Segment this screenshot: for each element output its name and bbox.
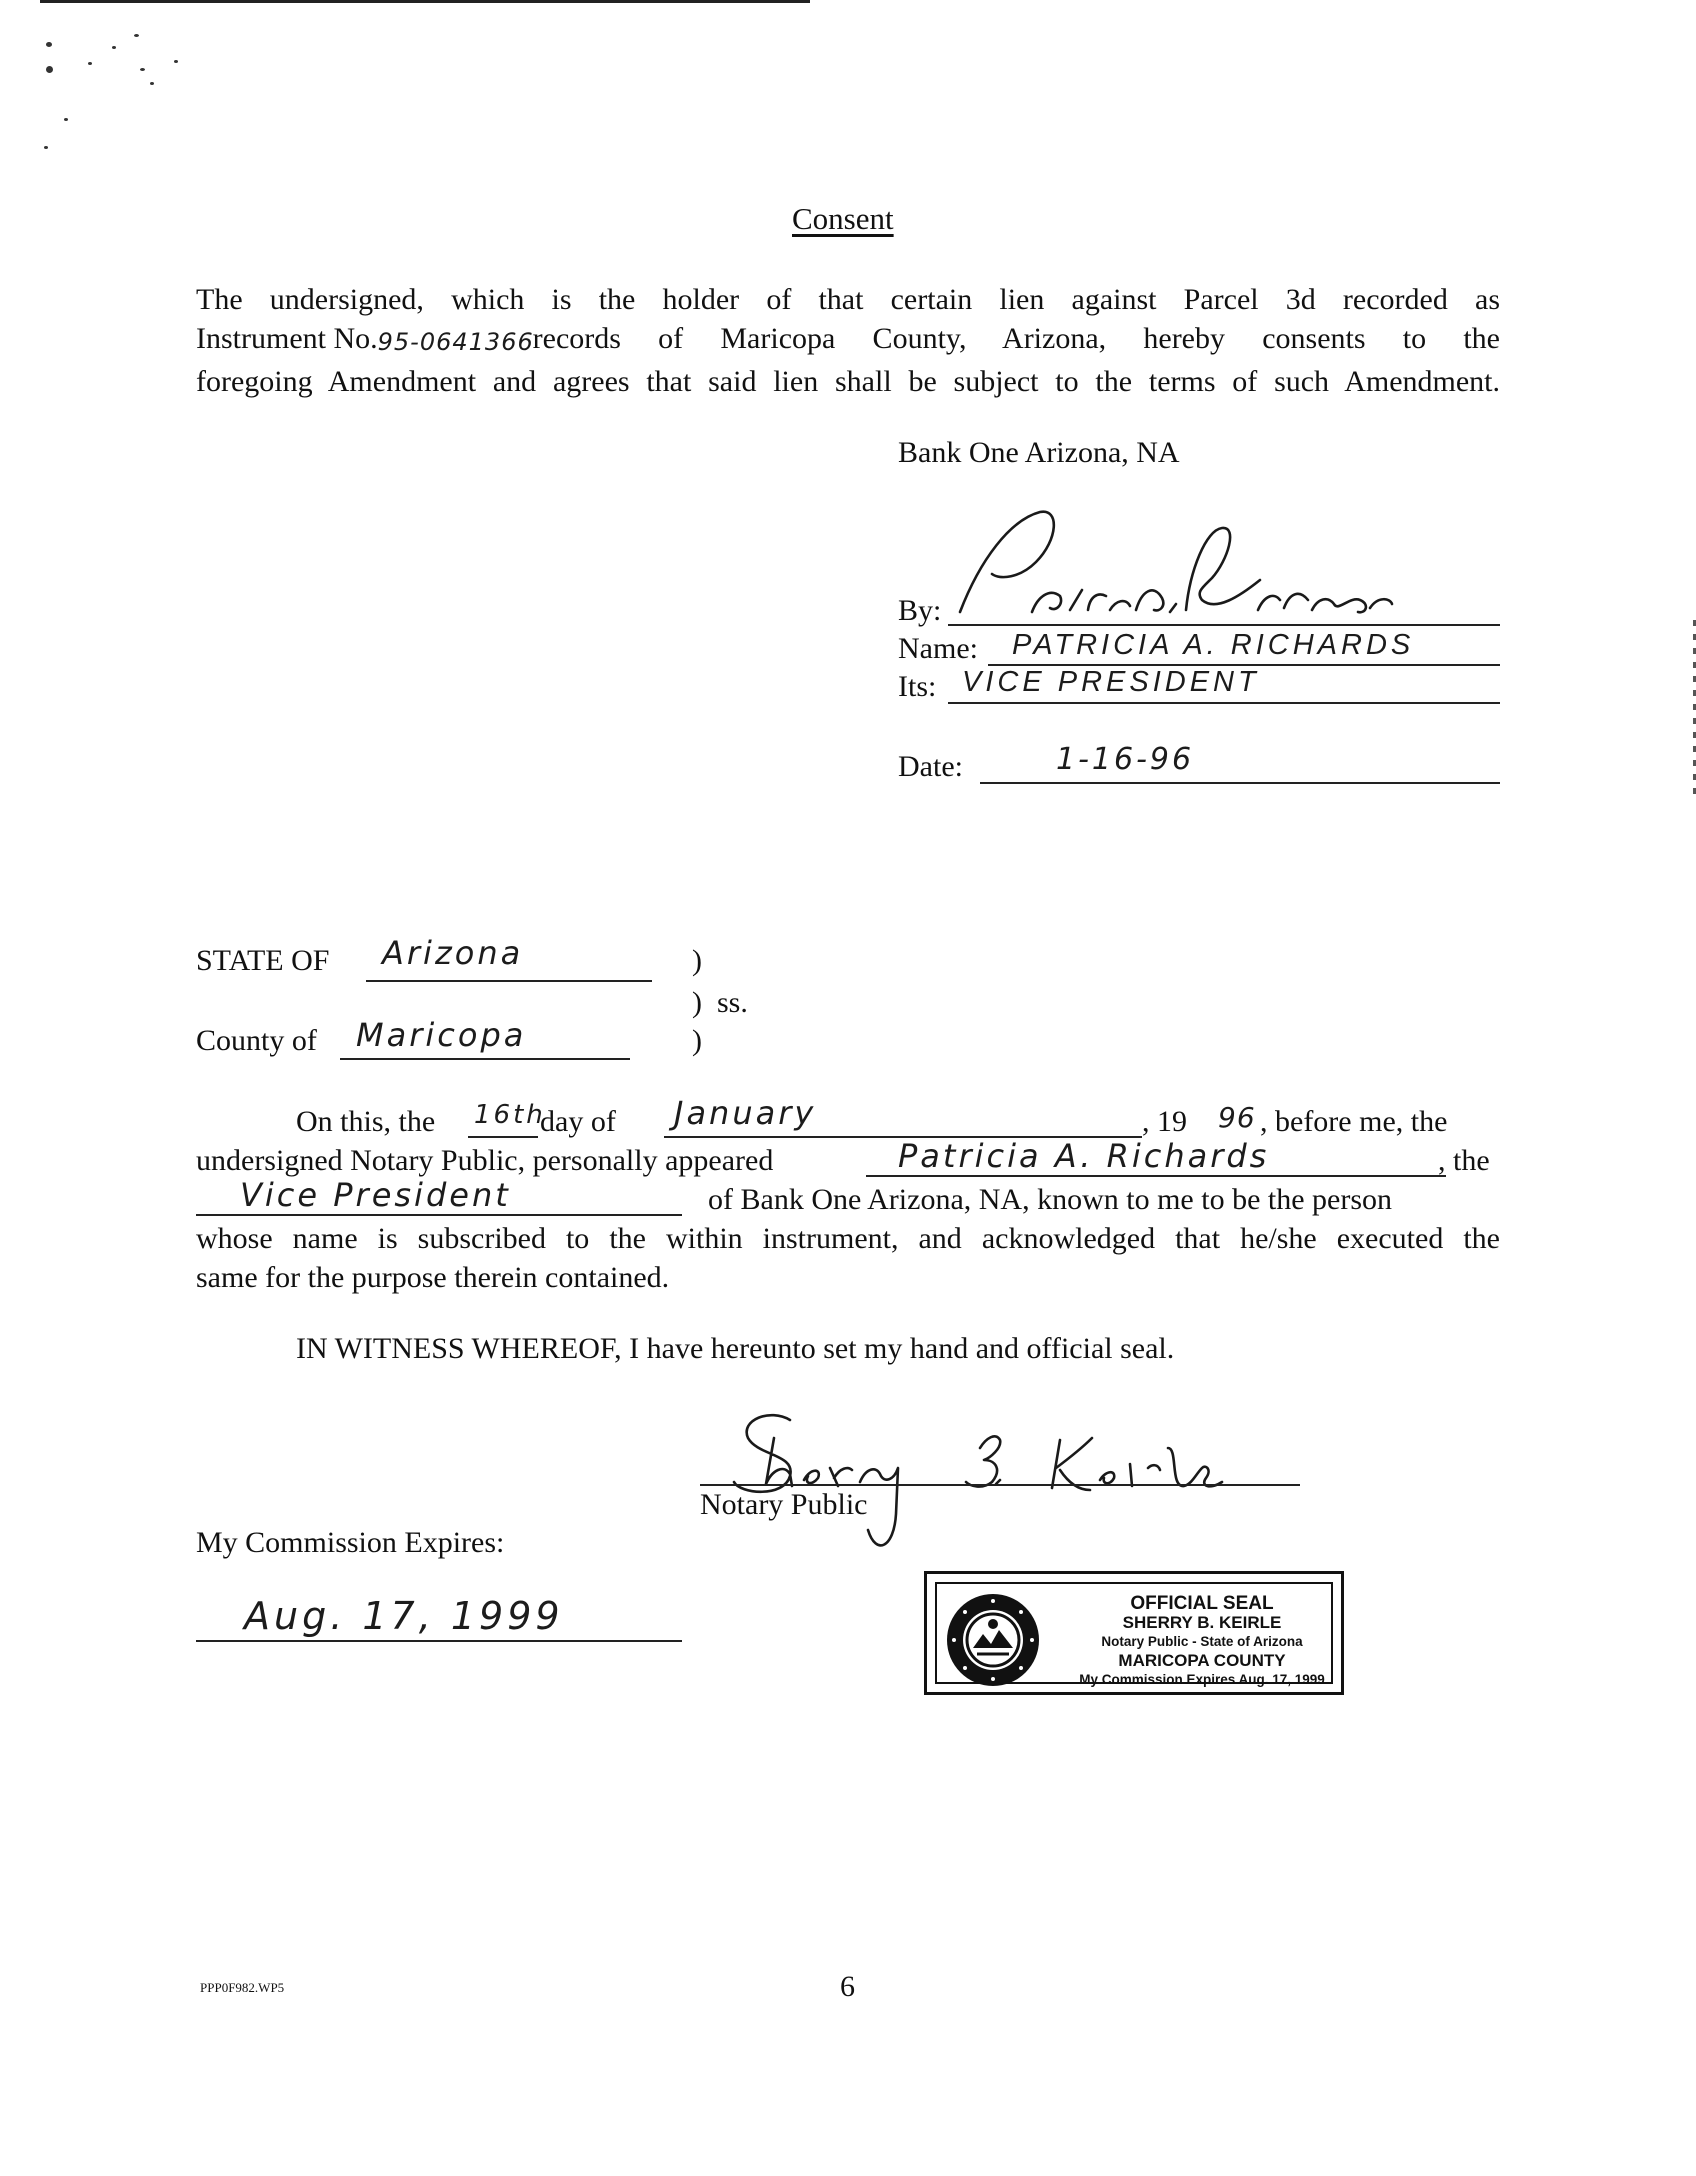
ack-text: undersigned Notary Public, personally appeared xyxy=(196,1144,774,1177)
seal-line: OFFICIAL SEAL xyxy=(1130,1593,1274,1614)
scan-speck xyxy=(174,60,178,63)
venue-bracket: ) xyxy=(692,944,702,977)
commission-date-handwritten: Aug. 17, 1999 xyxy=(244,1594,564,1638)
paragraph-line: The undersigned, which is the holder of that certain lien against Parcel 3d recorded as xyxy=(196,283,1500,316)
scan-speck xyxy=(140,68,145,71)
ack-title-line xyxy=(196,1214,682,1216)
date-line xyxy=(980,782,1500,784)
seal-line: Notary Public - State of Arizona xyxy=(1101,1634,1303,1649)
commission-label: My Commission Expires: xyxy=(196,1526,505,1559)
scan-speck xyxy=(112,46,116,49)
state-value-handwritten: Arizona xyxy=(382,934,524,972)
state-line xyxy=(366,980,652,982)
acknowledgment-line xyxy=(196,1176,1500,1219)
ack-text: , before me, the xyxy=(1260,1105,1448,1138)
scan-speck xyxy=(44,146,48,149)
ack-person-handwritten: Patricia A. Richards xyxy=(898,1137,1270,1175)
ack-text: of Bank One Arizona, NA, known to me to be the person xyxy=(708,1183,1393,1216)
county-label: County of xyxy=(196,1024,317,1057)
paragraph-line xyxy=(196,319,1500,362)
ack-text: day of xyxy=(540,1105,616,1138)
seal-border xyxy=(935,1582,1333,1687)
ack-text: , the xyxy=(1438,1144,1490,1177)
its-label: Its: xyxy=(898,670,937,703)
venue-ss: ) ss. xyxy=(692,986,748,1019)
scan-speck xyxy=(64,118,68,121)
scan-speck xyxy=(134,34,139,37)
paragraph-line: foregoing Amendment and agrees that said lien shall be subject to the terms of such Amendment. xyxy=(196,365,1500,398)
ack-title-handwritten: Vice President xyxy=(240,1176,511,1214)
by-line xyxy=(948,624,1500,626)
ack-text: , 19 xyxy=(1142,1105,1187,1138)
scan-speck xyxy=(46,66,53,73)
name-value-handwritten: PATRICIA A. RICHARDS xyxy=(1012,629,1415,661)
bank-officer-signature xyxy=(940,500,1400,630)
consent-paragraph xyxy=(196,280,1500,401)
instrument-label: Instrument No. xyxy=(196,322,378,355)
scan-edge-artifact xyxy=(40,0,810,3)
document-title: Consent xyxy=(792,201,894,236)
county-value-handwritten: Maricopa xyxy=(356,1016,527,1054)
notary-public-label: Notary Public xyxy=(700,1488,868,1521)
state-label: STATE OF xyxy=(196,944,330,977)
scan-speck xyxy=(46,42,52,47)
notary-signature-line xyxy=(700,1484,1300,1486)
ack-day-line xyxy=(468,1136,538,1138)
ack-person-line xyxy=(866,1175,1446,1177)
venue-bracket: ) xyxy=(692,1024,702,1057)
its-value-handwritten: VICE PRESIDENT xyxy=(962,666,1260,698)
date-label: Date: xyxy=(898,750,963,783)
county-line xyxy=(340,1058,630,1060)
file-code: PPP0F982.WP5 xyxy=(200,1980,285,1995)
witness-statement: IN WITNESS WHEREOF, I have hereunto set my hand and official seal. xyxy=(296,1332,1175,1365)
state-seal-icon xyxy=(943,1590,1043,1690)
notary-signature xyxy=(700,1398,1300,1568)
instrument-number-handwritten: 95-0641366 xyxy=(377,328,534,356)
scan-speck xyxy=(88,62,92,65)
name-label: Name: xyxy=(898,632,978,665)
date-value-handwritten: 1-16-96 xyxy=(1056,742,1195,777)
seal-line: MARICOPA COUNTY xyxy=(1118,1651,1286,1670)
seal-line: SHERRY B. KEIRLE xyxy=(1122,1613,1282,1632)
scan-speck xyxy=(150,82,154,85)
by-label: By: xyxy=(898,594,942,627)
acknowledgment-line: same for the purpose therein contained. xyxy=(196,1261,670,1294)
paragraph-line-continuation: records of Maricopa County, Arizona, hereby consents to the xyxy=(532,322,1500,355)
acknowledgment-line xyxy=(196,1137,1500,1180)
page-number: 6 xyxy=(840,1970,855,2003)
ack-day-handwritten: 16th xyxy=(474,1100,546,1130)
ack-text: On this, the xyxy=(296,1105,436,1138)
acknowledgment-line xyxy=(196,1094,1500,1141)
official-seal-stamp xyxy=(924,1571,1344,1695)
seal-text xyxy=(1067,1594,1337,1689)
its-line xyxy=(948,702,1500,704)
ack-month-handwritten: January xyxy=(674,1094,817,1132)
commission-line xyxy=(196,1640,682,1642)
bank-name: Bank One Arizona, NA xyxy=(898,436,1180,469)
seal-line: My Commission Expires Aug. 17, 1999 xyxy=(1079,1672,1325,1687)
ack-year-handwritten: 96 xyxy=(1218,1101,1256,1134)
acknowledgment-line: whose name is subscribed to the within instrument, and acknowledged that he/she executed the xyxy=(196,1222,1500,1255)
